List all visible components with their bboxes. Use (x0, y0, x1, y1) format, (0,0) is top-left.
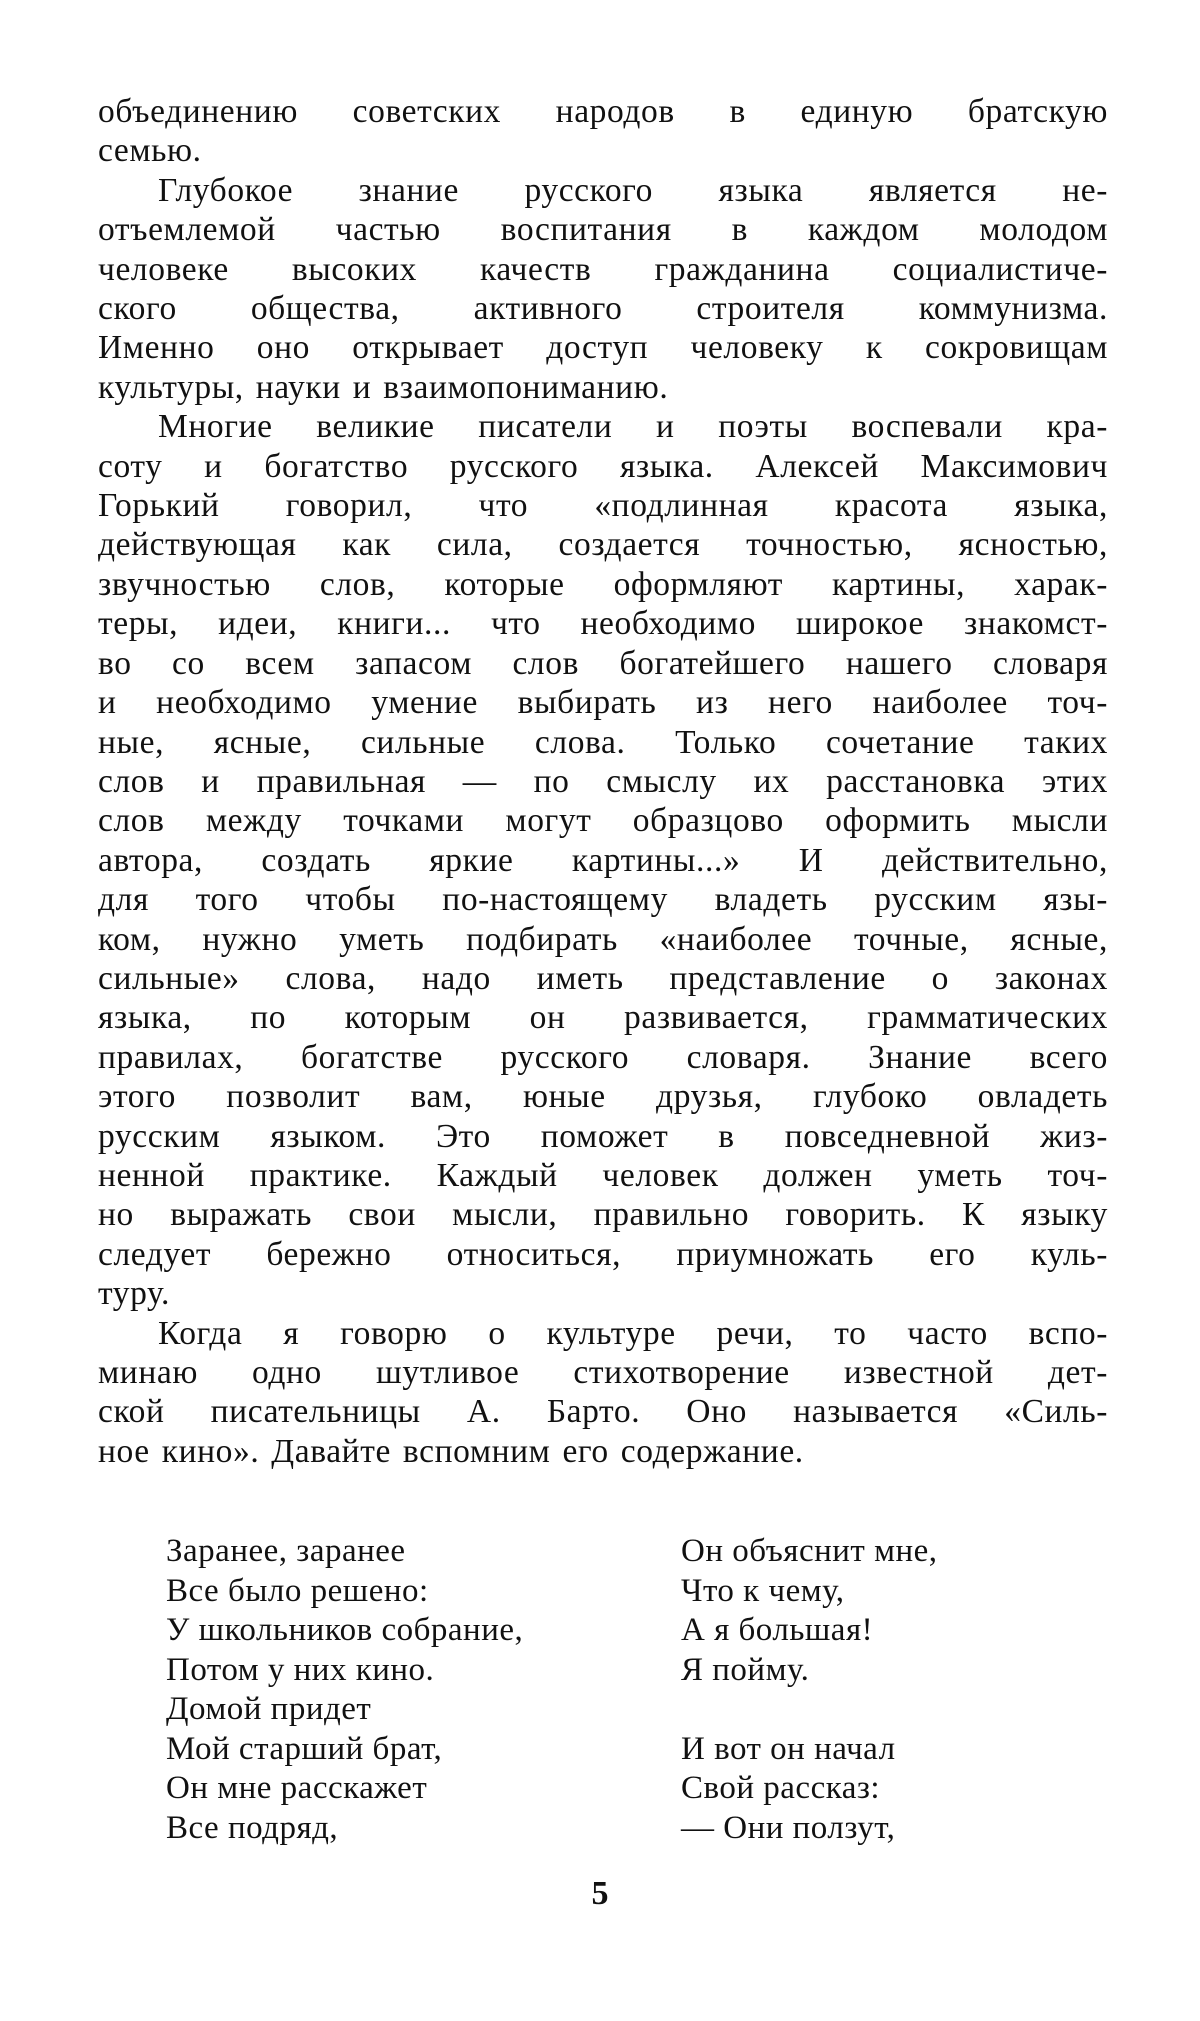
page-number: 5 (591, 1875, 609, 1912)
paragraph-3 (98, 407, 1108, 1313)
text-line: Многие великие писатели и поэты воспевали кра- (158, 408, 1108, 446)
text-line: Глубокое знание русского языка является не- (158, 171, 1108, 209)
text-line: автора, создать яркие картины...» И действительно, (98, 841, 1108, 879)
text-line: туру. (98, 1275, 171, 1313)
text-line: ное кино». Давайте вспомним его содержание. (98, 1432, 804, 1470)
text-line: Именно оно открывает доступ человеку к сокровищам (98, 329, 1108, 367)
stanza-gap (681, 1690, 938, 1730)
text-line: во со всем запасом слов богатейшего нашего словаря (98, 644, 1108, 682)
text-line: ком, нужно уметь подбирать «наиболее точные, ясные, (98, 920, 1108, 958)
verse-line: Домой придет (166, 1691, 372, 1727)
text-line: ненной практике. Каждый человек должен уметь точ- (98, 1156, 1108, 1194)
paragraph-1 (98, 92, 1108, 171)
poem-right-column (681, 1532, 938, 1848)
verse-line: Все было решено: (166, 1572, 429, 1609)
text-line: соту и богатство русского языка. Алексей Максимович (98, 447, 1108, 485)
verse-line: Он объяснит мне, (681, 1533, 938, 1569)
text-line: русским языком. Это поможет в повседневной жиз- (98, 1117, 1108, 1155)
document-body (98, 92, 1108, 1471)
text-line: языка, по которым он развивается, грамматических (98, 999, 1108, 1037)
verse-line: Что к чему, (681, 1572, 845, 1609)
text-line: и необходимо умение выбирать из него наиболее точ- (98, 684, 1108, 722)
text-line: Горький говорил, что «подлинная красота языка, (98, 487, 1108, 525)
text-line: но выражать свои мысли, правильно говорить. К языку (98, 1196, 1108, 1234)
text-line: сильные» слова, надо иметь представление о законах (98, 959, 1108, 997)
text-line: слов и правильная — по смыслу их расстановка этих (98, 762, 1108, 800)
text-line: ные, ясные, сильные слова. Только сочетание таких (98, 723, 1108, 761)
text-line: объединению советских народов в единую братскую (98, 93, 1108, 130)
text-line: действующая как сила, создается точностью, ясностью, (98, 526, 1108, 564)
text-line: теры, идеи, книги... что необходимо широкое знакомст- (98, 605, 1108, 643)
verse-line: Все подряд, (166, 1809, 339, 1846)
verse-line: Потом у них кино. (166, 1651, 435, 1688)
text-line: этого позволит вам, юные друзья, глубоко овладеть (98, 1078, 1108, 1116)
text-line: правилах, богатстве русского словаря. Знание всего (98, 1038, 1108, 1076)
verse-line: А я большая! (681, 1612, 874, 1648)
text-line: слов между точками могут образцово оформить мысли (98, 802, 1108, 840)
text-line: Когда я говорю о культуре речи, то часто вспо- (158, 1314, 1108, 1352)
paragraph-2 (98, 171, 1108, 407)
text-line: следует бережно относиться, приумножать его куль- (98, 1235, 1108, 1273)
verse-line: У школьников собрание, (166, 1612, 524, 1648)
verse-line: — Они ползут, (681, 1809, 896, 1846)
verse-line: Я пойму. (681, 1651, 810, 1688)
text-line: звучностью слов, которые оформляют картины, харак- (98, 565, 1108, 603)
text-line: для того чтобы по-настоящему владеть русским язы- (98, 881, 1108, 919)
text-line: ского общества, активного строителя коммунизма. (98, 290, 1108, 328)
text-line: культуры, науки и взаимопониманию. (98, 368, 669, 406)
text-line: отъемлемой частью воспитания в каждом молодом (98, 211, 1108, 249)
verse-line: Мой старший брат, (166, 1730, 443, 1767)
text-line: семью. (98, 132, 202, 170)
verse-line: Свой рассказ: (681, 1770, 881, 1806)
text-line: минаю одно шутливое стихотворение известной дет- (98, 1354, 1108, 1391)
text-line: ской писательницы А. Барто. Оно называется «Силь- (98, 1393, 1108, 1431)
verse-line: Заранее, заранее (166, 1533, 406, 1569)
verse-line: Он мне расскажет (166, 1770, 428, 1806)
verse-line: И вот он начал (681, 1730, 896, 1767)
paragraph-4 (98, 1314, 1108, 1472)
poem-left-column (166, 1532, 523, 1848)
text-line: человеке высоких качеств гражданина социалистиче- (98, 250, 1108, 288)
